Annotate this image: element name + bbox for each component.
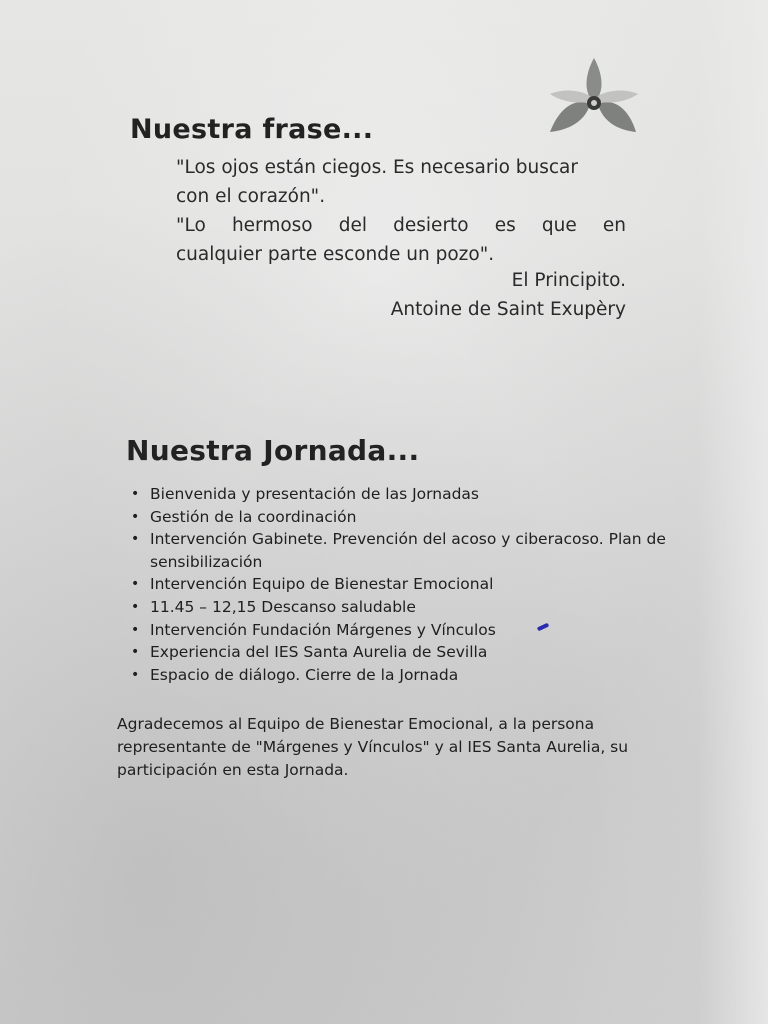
acknowledgement-paragraph: Agradecemos al Equipo de Bienestar Emocional, a la persona representante de "Márgenes y Vínculos" y al IES Santa Aurelia, su participación en esta Jornada. — [117, 715, 629, 779]
quote-1-line-2: con el corazón". — [176, 186, 326, 207]
paper-edge — [698, 0, 768, 1024]
agenda-item: • Intervención Gabinete. Prevención del acoso y ciberacoso. Plan de sensibilización — [131, 528, 671, 573]
section-heading-jornada: Nuestra Jornada... — [126, 434, 420, 467]
agenda-list — [131, 483, 671, 686]
agenda-item: • Espacio de diálogo. Cierre de la Jornada — [131, 664, 671, 687]
quote-2-line-2: cualquier parte esconde un pozo". — [176, 244, 495, 265]
quote-source-book: El Principito. — [511, 270, 626, 291]
agenda-item: • Gestión de la coordinación — [131, 506, 671, 529]
agenda-item: • Experiencia del IES Santa Aurelia de Sevilla — [131, 641, 671, 664]
quote-1 — [176, 153, 626, 211]
quote-source-author: Antoine de Saint Exupèry — [390, 299, 626, 320]
quote-1-line-1: "Los ojos están ciegos. Es necesario buscar — [176, 157, 579, 178]
quote-2-line-1: "Lo hermoso del desierto es que en — [176, 215, 626, 236]
quote-2 — [176, 211, 626, 269]
agenda-item: • 11.45 – 12,15 Descanso saludable — [131, 596, 671, 619]
agenda-item: • Intervención Equipo de Bienestar Emocional — [131, 573, 671, 596]
agenda-item: • Intervención Fundación Márgenes y Vínculos — [131, 619, 671, 642]
flower-icon — [546, 54, 642, 138]
agenda-item: • Bienvenida y presentación de las Jornadas — [131, 483, 671, 506]
section-heading-frase: Nuestra frase... — [130, 114, 374, 145]
